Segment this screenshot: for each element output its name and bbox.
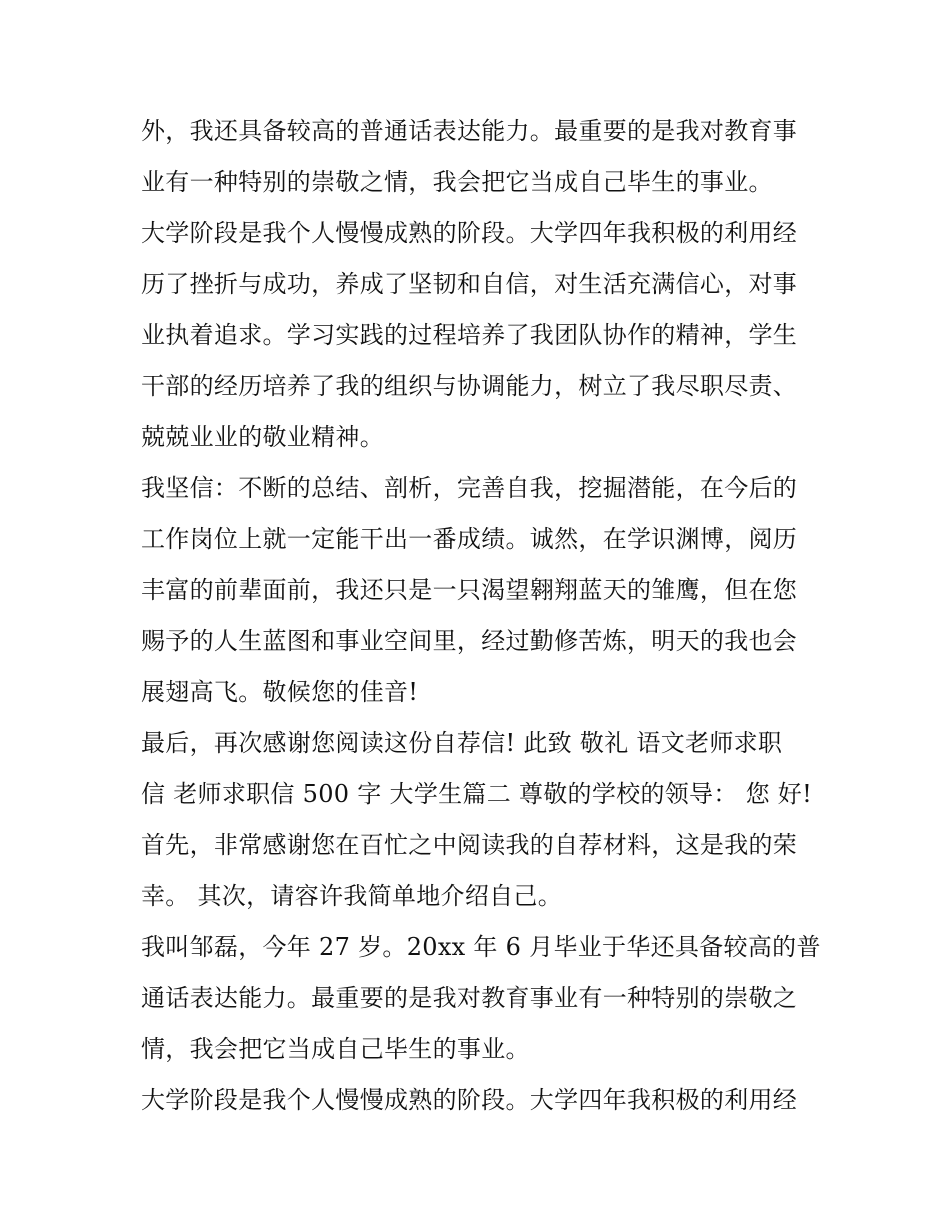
text-line: 业有一种特别的崇敬之情，我会把它当成自己毕生的事业。	[141, 168, 773, 196]
text-line: 幸。 其次，请容许我简单地介绍自己。	[141, 882, 563, 910]
text-line: 大学阶段是我个人慢慢成熟的阶段。大学四年我积极的利用经	[141, 1086, 798, 1114]
document-body	[141, 106, 821, 1126]
text-line: 工作岗位上就一定能干出一番成绩。诚然，在学识渊博，阅历	[141, 525, 798, 553]
text-line: 信 老师求职信 500 字 大学生篇二 尊敬的学校的领导： 您 好!	[141, 780, 813, 808]
text-line: 业执着追求。学习实践的过程培养了我团队协作的精神，学生	[141, 321, 798, 349]
text-line: 历了挫折与成功，养成了坚韧和自信，对生活充满信心，对事	[141, 270, 798, 298]
text-line: 大学阶段是我个人慢慢成熟的阶段。大学四年我积极的利用经	[141, 219, 798, 247]
text-line: 情，我会把它当成自己毕生的事业。	[141, 1035, 530, 1063]
text-line: 干部的经历培养了我的组织与协调能力，树立了我尽职尽责、	[141, 372, 798, 400]
text-line: 兢兢业业的敬业精神。	[141, 423, 384, 451]
text-line: 我叫邹磊，今年 27 岁。20xx 年 6 月毕业于华还具备较高的普	[141, 933, 821, 961]
text-line: 最后，再次感谢您阅读这份自荐信! 此致 敬礼 语文老师求职	[141, 729, 783, 757]
text-line: 外，我还具备较高的普通话表达能力。最重要的是我对教育事	[141, 117, 798, 145]
text-line: 赐予的人生蓝图和事业空间里，经过勤修苦炼，明天的我也会	[141, 627, 798, 655]
text-line: 首先，非常感谢您在百忙之中阅读我的自荐材料，这是我的荣	[141, 831, 798, 859]
text-line: 通话表达能力。最重要的是我对教育事业有一种特别的崇敬之	[141, 984, 798, 1012]
text-line: 展翅高飞。敬候您的佳音!	[141, 678, 419, 706]
text-line: 我坚信：不断的总结、剖析，完善自我，挖掘潜能，在今后的	[141, 474, 798, 502]
text-line: 丰富的前辈面前，我还只是一只渴望翱翔蓝天的雏鹰，但在您	[141, 576, 798, 604]
